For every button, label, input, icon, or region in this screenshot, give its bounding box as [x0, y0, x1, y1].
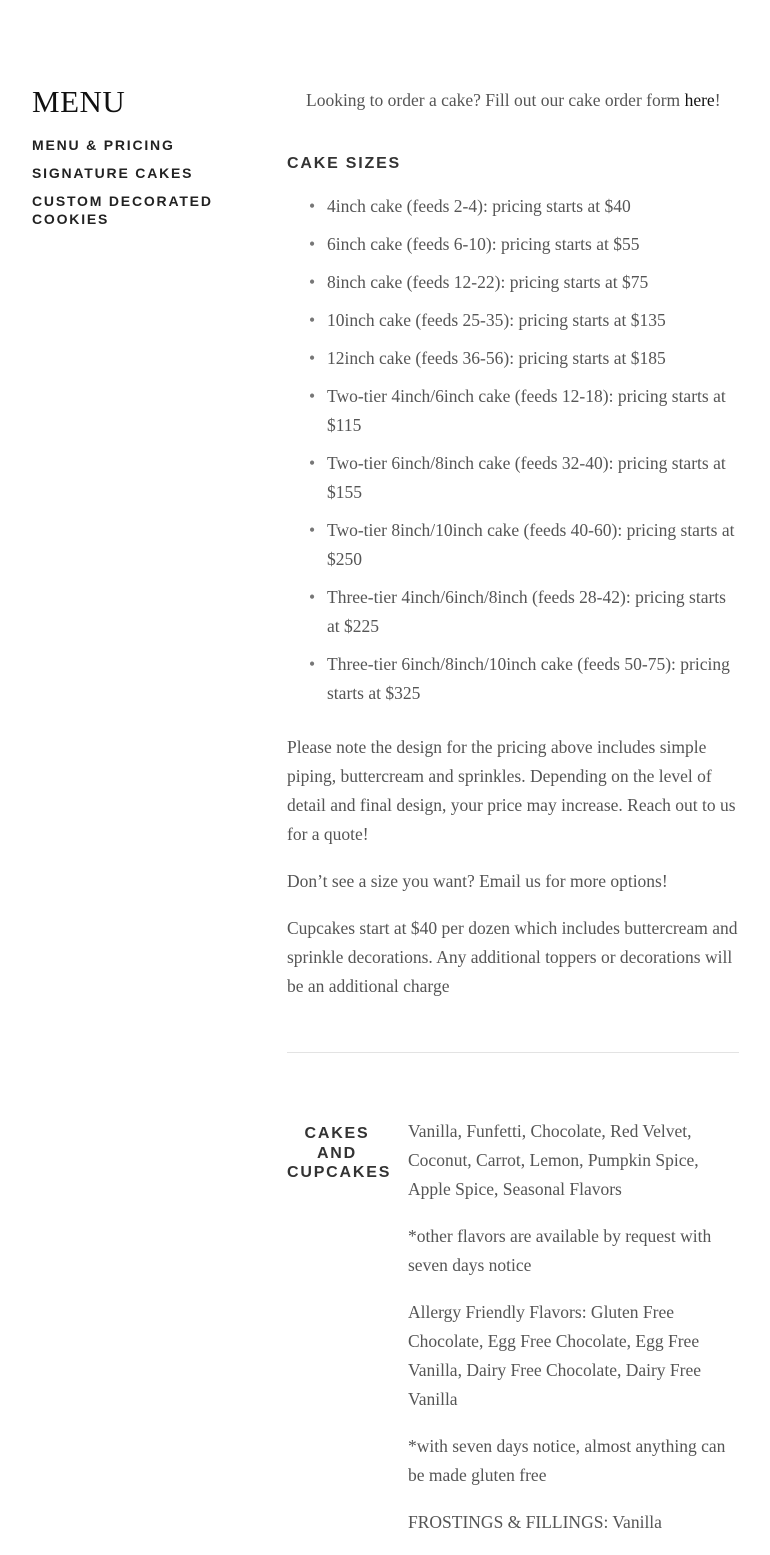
list-item: • 8inch cake (feeds 12-22): pricing starts at $75 [327, 268, 739, 297]
design-note: Please note the design for the pricing above includes simple piping, buttercream and sprinkles. Depending on the level of detail and final design, your price may increase. Reach out to us for a quote! [287, 737, 736, 844]
sidebar-item-custom-decorated-cookies[interactable]: CUSTOM DECORATED COOKIES [32, 193, 213, 227]
list-item: • 6inch cake (feeds 6-10): pricing starts at $55 [327, 230, 739, 259]
cake-sizes-list [287, 192, 739, 708]
list-item: • 10inch cake (feeds 25-35): pricing starts at $135 [327, 306, 739, 335]
flavors-section [287, 1117, 739, 1555]
flavor-list: Vanilla, Funfetti, Chocolate, Red Velvet, Coconut, Carrot, Lemon, Pumpkin Spice, Apple Spice, Seasonal Flavors [408, 1121, 699, 1199]
allergy-flavors: Allergy Friendly Flavors: Gluten Free Chocolate, Egg Free Chocolate, Egg Free Vanilla, Dairy Free Chocolate, Dairy Free Vanilla [408, 1302, 702, 1409]
size-note: Don’t see a size you want? Email us for more options! [287, 871, 668, 891]
section-divider [287, 1052, 739, 1053]
sidebar-title: MENU [32, 84, 126, 119]
intro-text: Looking to order a cake? Fill out our cake order form [306, 90, 685, 110]
frostings-fillings: FROSTINGS & FILLINGS: Vanilla [408, 1512, 662, 1532]
list-item: • 4inch cake (feeds 2-4): pricing starts at $40 [327, 192, 739, 221]
cake-sizes-heading: CAKE SIZES [287, 155, 402, 172]
list-item: • Two-tier 8inch/10inch cake (feeds 40-60): pricing starts at $250 [327, 516, 739, 574]
intro-paragraph [306, 86, 739, 115]
sidebar-nav [32, 136, 252, 228]
order-form-link[interactable]: here [684, 90, 715, 110]
flavors-heading: CAKES AND CUPCAKES [287, 1125, 392, 1181]
list-item: • 12inch cake (feeds 36-56): pricing starts at $185 [327, 344, 739, 373]
list-item: • Three-tier 6inch/8inch/10inch cake (feeds 50-75): pricing starts at $325 [327, 650, 739, 708]
intro-suffix: ! [714, 90, 721, 110]
cupcake-note: Cupcakes start at $40 per dozen which includes buttercream and sprinkle decorations. Any additional toppers or decorations will be an additional charge [287, 918, 738, 996]
list-item: • Two-tier 6inch/8inch cake (feeds 32-40): pricing starts at $155 [327, 449, 739, 507]
sidebar [32, 84, 252, 238]
flavors-body [408, 1117, 739, 1555]
gluten-free-note: *with seven days notice, almost anything can be made gluten free [408, 1436, 726, 1485]
list-item: • Three-tier 4inch/6inch/8inch (feeds 28-42): pricing starts at $225 [327, 583, 739, 641]
main-content [287, 86, 739, 1555]
flavor-request-note: *other flavors are available by request with seven days notice [408, 1226, 712, 1275]
sidebar-item-menu-pricing[interactable]: MENU & PRICING [32, 137, 175, 153]
sidebar-item-signature-cakes[interactable]: SIGNATURE CAKES [32, 165, 194, 181]
list-item: • Two-tier 4inch/6inch cake (feeds 12-18): pricing starts at $115 [327, 382, 739, 440]
